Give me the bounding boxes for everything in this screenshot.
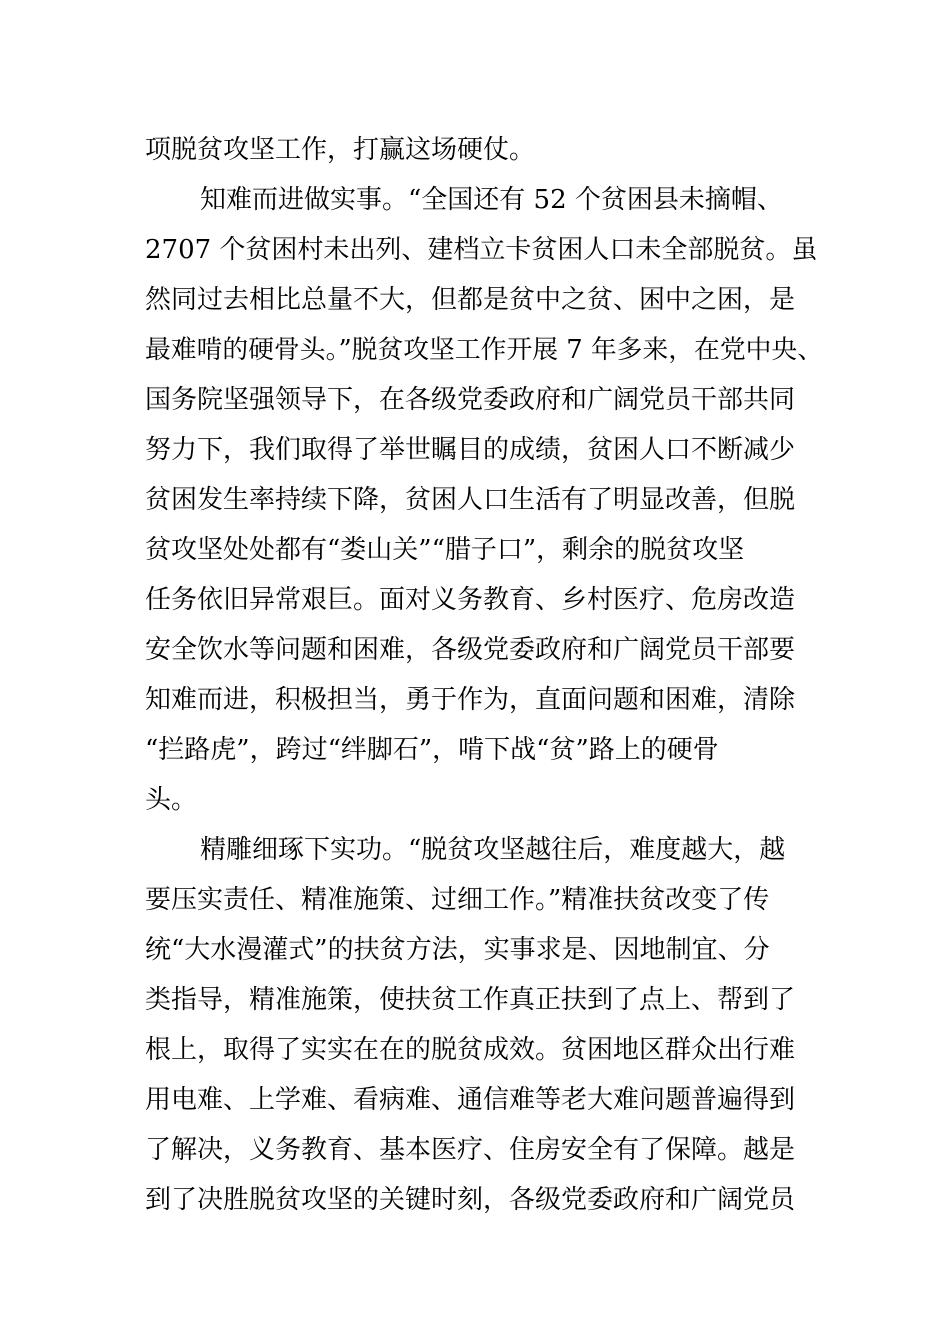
text-line-22: 到了决胜脱贫攻坚的关键时刻，各级党委政府和广阔党员	[145, 1185, 796, 1215]
text-line-17: 统“大水漫灌式”的扶贫方法，实事求是、因地制宜、分	[145, 935, 770, 965]
text-line-16: 要压实责任、精准施策、过细工作。”精准扶贫改变了传	[145, 885, 770, 915]
text-line-18: 类指导，精准施策，使扶贫工作真正扶到了点上、帮到了	[145, 985, 796, 1015]
text-line-11: 安全饮水等问题和困难，各级党委政府和广阔党员干部要	[145, 635, 796, 665]
text-line-20: 用电难、上学难、看病难、通信难等老大难问题普遍得到	[145, 1085, 796, 1115]
text-line-6: 国务院坚强领导下，在各级党委政府和广阔党员干部共同	[145, 385, 796, 415]
paragraph-start-line: 精雕细琢下实功。“脱贫攻坚越往后，难度越大，越	[200, 835, 786, 865]
paragraph-start-line: 知难而进做实事。“全国还有 52 个贫困县未摘帽、	[200, 185, 783, 215]
text-line-5: 最难啃的硬骨头。”脱贫攻坚工作开展 7 年多来，在党中央、	[145, 335, 824, 365]
text-line-10: 任务依旧异常艰巨。面对义务教育、乡村医疗、危房改造	[145, 585, 796, 615]
text-line-14: 头。	[145, 785, 198, 815]
text-line-19: 根上，取得了实实在在的脱贫成效。贫困地区群众出行难	[145, 1035, 796, 1065]
text-line-9: 贫攻坚处处都有“娄山关”“腊子口”，剩余的脱贫攻坚	[145, 535, 745, 565]
text-line-13: “拦路虎”，跨过“绊脚石”，啃下战“贫”路上的硬骨	[145, 735, 719, 765]
text-line-3: 2707 个贫困村未出列、建档立卡贫困人口未全部脱贫。虽	[145, 235, 818, 265]
text-line-21: 了解决，义务教育、基本医疗、住房安全有了保障。越是	[145, 1135, 796, 1165]
text-line-7: 努力下，我们取得了举世瞩目的成绩，贫困人口不断减少	[145, 435, 796, 465]
text-line-4: 然同过去相比总量不大，但都是贫中之贫、困中之困，是	[145, 285, 796, 315]
text-line-1: 项脱贫攻坚工作，打赢这场硬仗。	[145, 135, 536, 165]
text-line-8: 贫困发生率持续下降，贫困人口生活有了明显改善，但脱	[145, 485, 796, 515]
text-line-12: 知难而进，积极担当，勇于作为，直面问题和困难，清除	[145, 685, 796, 715]
